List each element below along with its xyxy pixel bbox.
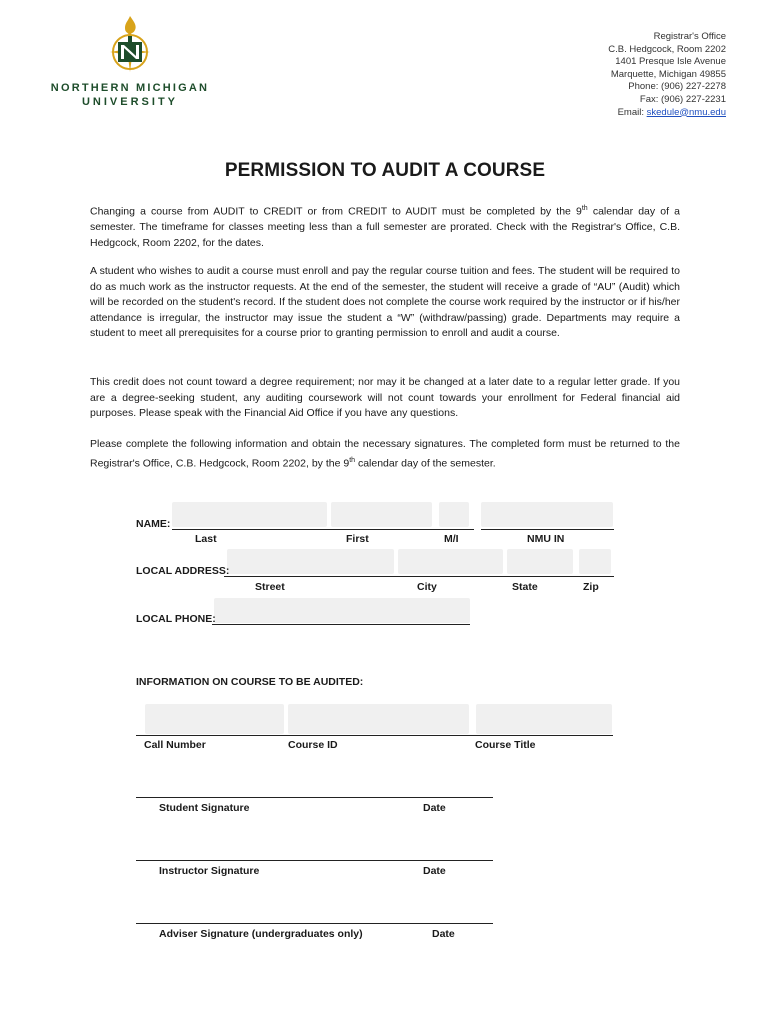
page-title: PERMISSION TO AUDIT A COURSE — [224, 160, 546, 181]
paragraph-credit-notice: This credit does not count toward a degree requirement; nor may it be changed at a later date to a regular letter grade. If you are a degree-seeking student, any auditing coursework will not count towards your enrollment for Federal financial aid purposes. Please speak with the Financial Aid Office if you have any questions. — [90, 376, 680, 419]
adviser-date-label: Date — [432, 928, 455, 940]
email-line — [608, 107, 726, 120]
paragraph-instructions — [90, 437, 680, 472]
first-name-field[interactable] — [331, 502, 432, 527]
ordinal-suffix: th — [581, 205, 588, 212]
call-number-field[interactable] — [145, 704, 284, 734]
course-info-heading: INFORMATION ON COURSE TO BE AUDITED: — [136, 676, 364, 688]
email-label: Email: — [617, 106, 647, 118]
address-line: 1401 Presque Isle Avenue — [615, 56, 726, 68]
course-id-sublabel: Course ID — [288, 739, 338, 751]
student-date-label: Date — [423, 802, 446, 814]
last-sublabel: Last — [195, 533, 217, 545]
state-sublabel: State — [512, 581, 538, 593]
course-underline — [136, 735, 613, 736]
zip-field[interactable] — [579, 549, 611, 574]
student-signature-line[interactable] — [136, 797, 493, 798]
paragraph-audit-policy: A student who wishes to audit a course must enroll and pay the regular course tuition and fees. The student will be required to do as much work as the instructor requests. At the end of the semester, the student will receive a grade of “AU” (Audit) which will be recorded on the student's record. If the student does not complete the course work required by the instructor or if his/her attendance is irregular, the instructor may issue the student a “W” (withdraw/passing) grade. Departments may require a student to meet all prerequisites for a course prior to granting permission to enroll and audit a course. — [90, 265, 680, 339]
call-number-sublabel: Call Number — [144, 739, 206, 751]
instructor-date-label: Date — [423, 865, 446, 877]
paragraph-deadline — [90, 201, 680, 251]
fax-line: Fax: (906) 227-2231 — [639, 93, 726, 105]
paragraph-text: Changing a course from AUDIT to CREDIT or from CREDIT to AUDIT must be completed by the 9 — [90, 205, 582, 218]
last-name-field[interactable] — [172, 502, 327, 527]
ordinal-suffix: th — [349, 456, 356, 464]
zip-sublabel: Zip — [583, 581, 599, 593]
mi-sublabel: M/I — [444, 533, 459, 545]
nmu-id-field[interactable] — [481, 502, 613, 527]
course-id-field[interactable] — [288, 704, 469, 734]
state-field[interactable] — [507, 549, 573, 574]
local-phone-field[interactable] — [214, 598, 470, 623]
street-field[interactable] — [227, 549, 394, 574]
nmu-in-sublabel: NMU IN — [527, 533, 565, 545]
address-underline — [224, 576, 614, 577]
street-sublabel: Street — [255, 581, 285, 593]
middle-initial-field[interactable] — [439, 502, 469, 527]
nmu-id-underline — [481, 529, 614, 530]
student-signature-label: Student Signature — [159, 802, 250, 814]
adviser-signature-line[interactable] — [136, 923, 493, 924]
university-name-line2: UNIVERSITY — [81, 96, 178, 108]
name-label: NAME: — [136, 518, 171, 530]
local-phone-label: LOCAL PHONE: — [136, 613, 216, 625]
address-line: C.B. Hedgcock, Room 2202 — [608, 43, 726, 55]
email-link[interactable]: skedule@nmu.edu — [646, 106, 726, 118]
adviser-signature-label: Adviser Signature (undergraduates only) — [159, 928, 363, 940]
phone-line: Phone: (906) 227-2278 — [628, 81, 726, 93]
paragraph-text: calendar day of the semester. — [355, 457, 496, 469]
address-line: Registrar's Office — [653, 31, 726, 42]
university-logo — [42, 14, 218, 110]
local-address-label: LOCAL ADDRESS: — [136, 565, 230, 577]
paragraph-text: calendar day of a semester. The timeframe for classes meeting less than a full semester are prorated. Check with the Registrar's Office, C.B. Hedgcock, Room 2202, for the dates. — [90, 205, 680, 249]
city-sublabel: City — [417, 581, 437, 593]
nmu-torch-icon — [104, 14, 156, 74]
paragraph-text: Please complete the following information and obtain the necessary signatures. The completed form must be returned to the Registrar's Office, C.B. Hedgcock, Room 2202, by the 9 — [90, 438, 680, 469]
city-field[interactable] — [398, 549, 503, 574]
course-title-sublabel: Course Title — [475, 739, 536, 751]
phone-underline — [212, 624, 470, 625]
instructor-signature-line[interactable] — [136, 860, 493, 861]
course-title-field[interactable] — [476, 704, 612, 734]
name-underline — [172, 529, 474, 530]
registrar-address — [608, 31, 726, 119]
address-line: Marquette, Michigan 49855 — [610, 68, 726, 80]
first-sublabel: First — [346, 533, 369, 545]
instructor-signature-label: Instructor Signature — [159, 865, 260, 877]
university-name-line1: NORTHERN MICHIGAN — [50, 82, 210, 94]
